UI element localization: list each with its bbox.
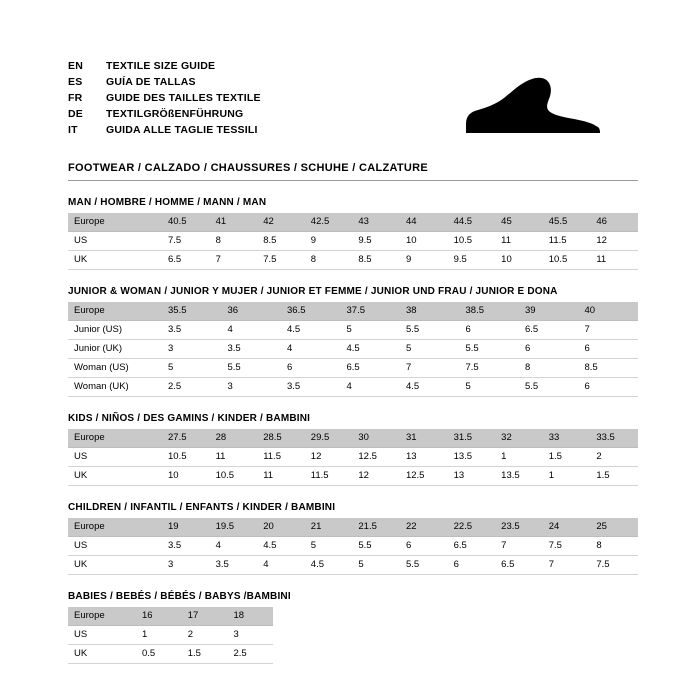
cell: 5.5 (519, 378, 579, 397)
row-label: Junior (UK) (68, 340, 162, 359)
row-label: Europe (68, 429, 162, 448)
cell: 10 (400, 232, 448, 251)
table-row (68, 321, 638, 340)
cell: 4 (210, 537, 258, 556)
cell: 1 (543, 467, 591, 486)
size-table-children (68, 518, 638, 575)
cell: 6.5 (162, 251, 210, 270)
cell: 5.5 (460, 340, 520, 359)
cell: 3 (222, 378, 282, 397)
cell: 2.5 (227, 645, 273, 664)
cell: 5.5 (400, 321, 460, 340)
cell: 16 (136, 607, 182, 626)
table-row (68, 626, 273, 645)
cell: 6.5 (495, 556, 543, 575)
cell: 44 (400, 213, 448, 232)
cell: 41 (210, 213, 258, 232)
size-table-man (68, 213, 638, 270)
cell: 6 (460, 321, 520, 340)
cell: 18 (227, 607, 273, 626)
table-row (68, 467, 638, 486)
cell: 37.5 (341, 302, 401, 321)
table-row (68, 645, 273, 664)
table-row (68, 251, 638, 270)
cell: 21.5 (352, 518, 400, 537)
table-row (68, 607, 273, 626)
cell: 40 (579, 302, 639, 321)
cell: 20 (257, 518, 305, 537)
cell: 25 (590, 518, 638, 537)
cell: 1 (495, 448, 543, 467)
cell: 27.5 (162, 429, 210, 448)
cell: 4.5 (400, 378, 460, 397)
cell: 28 (210, 429, 258, 448)
cell: 5 (352, 556, 400, 575)
cell: 19 (162, 518, 210, 537)
cell: 3.5 (210, 556, 258, 575)
cell: 7.5 (590, 556, 638, 575)
row-label: Europe (68, 213, 162, 232)
cell: 22 (400, 518, 448, 537)
cell: 1 (136, 626, 182, 645)
section-title: CHILDREN / INFANTIL / ENFANTS / KINDER / BAMBINI (68, 502, 336, 513)
section-babies (68, 591, 638, 664)
size-table-babies (68, 607, 273, 664)
cell: 8.5 (579, 359, 639, 378)
cell: 9.5 (448, 251, 496, 270)
table-row (68, 448, 638, 467)
table-row (68, 232, 638, 251)
cell: 12 (352, 467, 400, 486)
cell: 10 (162, 467, 210, 486)
cell: 1.5 (590, 467, 638, 486)
table-row (68, 429, 638, 448)
cell: 5.5 (400, 556, 448, 575)
cell: 9.5 (352, 232, 400, 251)
size-table-kids (68, 429, 638, 486)
cell: 1.5 (182, 645, 228, 664)
row-label: Junior (US) (68, 321, 162, 340)
cell: 24 (543, 518, 591, 537)
header (68, 60, 638, 152)
language-code: EN (68, 60, 83, 72)
cell: 7 (400, 359, 460, 378)
row-label: Woman (US) (68, 359, 162, 378)
cell: 8 (210, 232, 258, 251)
cell: 4.5 (305, 556, 353, 575)
cell: 5.5 (352, 537, 400, 556)
cell: 5 (162, 359, 222, 378)
cell: 5.5 (222, 359, 282, 378)
cell: 38.5 (460, 302, 520, 321)
row-label: UK (68, 556, 162, 575)
footwear-section-title: FOOTWEAR / CALZADO / CHAUSSURES / SCHUHE / CALZATURE (68, 162, 638, 181)
language-row (68, 76, 261, 92)
cell: 28.5 (257, 429, 305, 448)
cell: 31.5 (448, 429, 496, 448)
cell: 7 (579, 321, 639, 340)
cell: 2 (182, 626, 228, 645)
cell: 45.5 (543, 213, 591, 232)
cell: 8 (305, 251, 353, 270)
cell: 30 (352, 429, 400, 448)
row-label: UK (68, 251, 162, 270)
row-label: US (68, 537, 162, 556)
dress-shoe-icon (422, 72, 622, 142)
cell: 12 (305, 448, 353, 467)
cell: 7.5 (257, 251, 305, 270)
language-list-body (68, 60, 261, 140)
cell: 3.5 (162, 537, 210, 556)
cell: 11 (257, 467, 305, 486)
language-text: TEXTILGRÖßENFÜHRUNG (106, 108, 244, 120)
cell: 31 (400, 429, 448, 448)
cell: 3.5 (162, 321, 222, 340)
section-title: BABIES / BEBÉS / BÉBÉS / BABYS /BAMBINI (68, 591, 291, 602)
language-code: DE (68, 108, 83, 120)
cell: 4 (222, 321, 282, 340)
row-label: Woman (UK) (68, 378, 162, 397)
cell: 12 (590, 232, 638, 251)
table-row (68, 359, 638, 378)
cell: 7.5 (460, 359, 520, 378)
cell: 7 (543, 556, 591, 575)
cell: 8.5 (352, 251, 400, 270)
cell: 6 (579, 378, 639, 397)
row-label: Europe (68, 302, 162, 321)
cell: 32 (495, 429, 543, 448)
cell: 4.5 (281, 321, 341, 340)
cell: 10.5 (543, 251, 591, 270)
table-row (68, 556, 638, 575)
cell: 36.5 (281, 302, 341, 321)
cell: 8 (590, 537, 638, 556)
row-label: US (68, 448, 162, 467)
cell: 9 (400, 251, 448, 270)
cell: 4 (281, 340, 341, 359)
cell: 3 (227, 626, 273, 645)
cell: 4 (257, 556, 305, 575)
cell: 7 (495, 537, 543, 556)
cell: 39 (519, 302, 579, 321)
cell: 22.5 (448, 518, 496, 537)
cell: 45 (495, 213, 543, 232)
language-row (68, 92, 261, 108)
cell: 3.5 (281, 378, 341, 397)
cell: 11 (590, 251, 638, 270)
cell: 5 (460, 378, 520, 397)
section-kids (68, 413, 638, 486)
cell: 0.5 (136, 645, 182, 664)
cell: 40.5 (162, 213, 210, 232)
cell: 42.5 (305, 213, 353, 232)
cell: 10 (495, 251, 543, 270)
language-text: GUIDA ALLE TAGLIE TESSILI (106, 124, 258, 136)
language-text: GUIDE DES TAILLES TEXTILE (106, 92, 261, 104)
cell: 9 (305, 232, 353, 251)
language-code: FR (68, 92, 83, 104)
cell: 13 (448, 467, 496, 486)
language-text: GUÍA DE TALLAS (106, 76, 196, 88)
section-children (68, 502, 638, 575)
cell: 3 (162, 556, 210, 575)
section-title: KIDS / NIÑOS / DES GAMINS / KINDER / BAMBINI (68, 413, 311, 424)
table-row (68, 340, 638, 359)
cell: 7.5 (543, 537, 591, 556)
cell: 2.5 (162, 378, 222, 397)
cell: 12.5 (400, 467, 448, 486)
cell: 19.5 (210, 518, 258, 537)
cell: 11 (210, 448, 258, 467)
section-title: JUNIOR & WOMAN / JUNIOR Y MUJER / JUNIOR ET FEMME / JUNIOR UND FRAU / JUNIOR E DONA (68, 286, 558, 297)
cell: 5 (400, 340, 460, 359)
language-code: ES (68, 76, 83, 88)
cell: 33 (543, 429, 591, 448)
row-label: US (68, 232, 162, 251)
cell: 1.5 (543, 448, 591, 467)
cell: 10.5 (448, 232, 496, 251)
row-label: Europe (68, 518, 162, 537)
language-row (68, 60, 261, 76)
section-title: MAN / HOMBRE / HOMME / MANN / MAN (68, 197, 267, 208)
cell: 36 (222, 302, 282, 321)
row-label: US (68, 626, 136, 645)
cell: 6 (281, 359, 341, 378)
cell: 6.5 (519, 321, 579, 340)
cell: 11 (495, 232, 543, 251)
row-label: Europe (68, 607, 136, 626)
cell: 6 (448, 556, 496, 575)
cell: 6 (400, 537, 448, 556)
cell: 13.5 (495, 467, 543, 486)
table-row (68, 378, 638, 397)
cell: 8.5 (257, 232, 305, 251)
cell: 13 (400, 448, 448, 467)
section-man (68, 197, 638, 270)
cell: 43 (352, 213, 400, 232)
cell: 21 (305, 518, 353, 537)
cell: 8 (519, 359, 579, 378)
cell: 35.5 (162, 302, 222, 321)
cell: 10.5 (210, 467, 258, 486)
cell: 6.5 (448, 537, 496, 556)
cell: 4.5 (341, 340, 401, 359)
cell: 46 (590, 213, 638, 232)
table-row (68, 537, 638, 556)
row-label: UK (68, 645, 136, 664)
cell: 44.5 (448, 213, 496, 232)
language-text: TEXTILE SIZE GUIDE (106, 60, 216, 72)
cell: 4 (341, 378, 401, 397)
cell: 6 (519, 340, 579, 359)
table-row (68, 302, 638, 321)
cell: 6.5 (341, 359, 401, 378)
size-table-junior-woman (68, 302, 638, 397)
cell: 13.5 (448, 448, 496, 467)
cell: 5 (341, 321, 401, 340)
cell: 7 (210, 251, 258, 270)
language-code: IT (68, 124, 78, 136)
cell: 3.5 (222, 340, 282, 359)
cell: 3 (162, 340, 222, 359)
table-row (68, 213, 638, 232)
cell: 6 (579, 340, 639, 359)
cell: 33.5 (590, 429, 638, 448)
language-list (68, 60, 261, 140)
table-row (68, 518, 638, 537)
section-junior-woman (68, 286, 638, 397)
cell: 11.5 (257, 448, 305, 467)
cell: 42 (257, 213, 305, 232)
cell: 17 (182, 607, 228, 626)
cell: 5 (305, 537, 353, 556)
cell: 7.5 (162, 232, 210, 251)
language-row (68, 124, 261, 140)
row-label: UK (68, 467, 162, 486)
cell: 11.5 (543, 232, 591, 251)
cell: 23.5 (495, 518, 543, 537)
cell: 11.5 (305, 467, 353, 486)
cell: 38 (400, 302, 460, 321)
cell: 4.5 (257, 537, 305, 556)
cell: 12.5 (352, 448, 400, 467)
cell: 2 (590, 448, 638, 467)
cell: 10.5 (162, 448, 210, 467)
cell: 29.5 (305, 429, 353, 448)
language-row (68, 108, 261, 124)
